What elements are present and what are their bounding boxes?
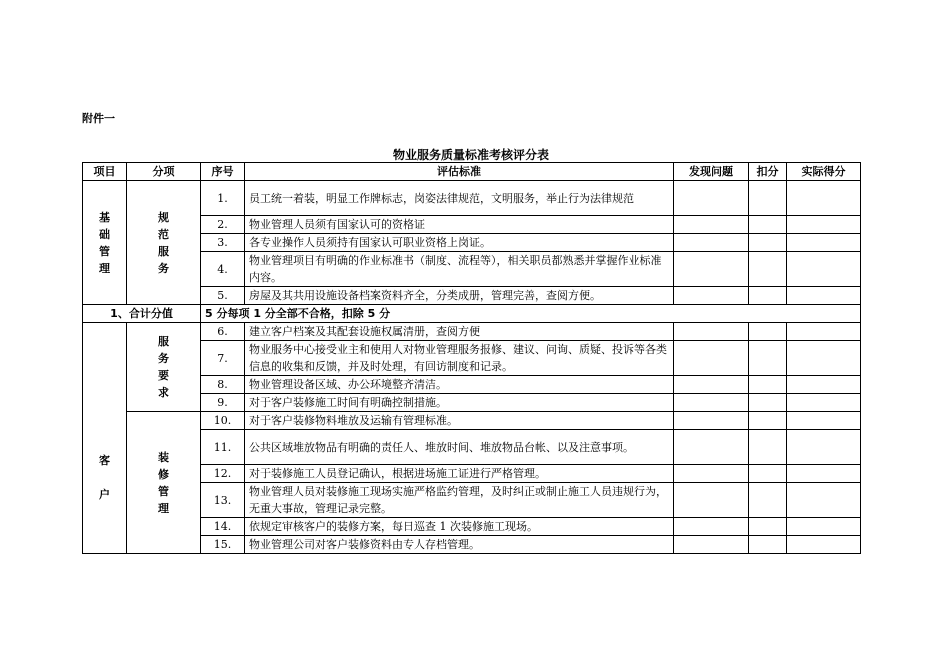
seq-cell: 4. <box>201 252 245 287</box>
sub-cell-renovation-management: 装 修 管 理 <box>127 412 201 554</box>
criteria-cell: 物业管理人员须有国家认可的资格证 <box>245 216 674 234</box>
header-deduct: 扣分 <box>749 163 787 181</box>
header-row <box>83 163 861 181</box>
issues-cell[interactable] <box>674 234 749 252</box>
deduct-cell[interactable] <box>749 483 787 518</box>
score-cell[interactable] <box>787 216 861 234</box>
criteria-cell: 依规定审核客户的装修方案，每日巡查 1 次装修施工现场。 <box>245 518 674 536</box>
issues-cell[interactable] <box>674 483 749 518</box>
score-cell[interactable] <box>787 323 861 341</box>
score-cell[interactable] <box>787 287 861 305</box>
seq-cell: 2. <box>201 216 245 234</box>
header-issues: 发现问题 <box>674 163 749 181</box>
summary-label: 1、合计分值 <box>83 305 201 323</box>
seq-cell: 15. <box>201 536 245 554</box>
header-criteria: 评估标准 <box>245 163 674 181</box>
issues-cell[interactable] <box>674 376 749 394</box>
criteria-cell: 建立客户档案及其配套设施权属清册，查阅方便 <box>245 323 674 341</box>
seq-cell: 8. <box>201 376 245 394</box>
issues-cell[interactable] <box>674 252 749 287</box>
issues-cell[interactable] <box>674 216 749 234</box>
criteria-cell: 房屋及其共用设施设备档案资料齐全，分类成册，管理完善，查阅方便。 <box>245 287 674 305</box>
table-row <box>83 323 861 341</box>
project-cell-customer: 客 户 <box>83 323 127 554</box>
issues-cell[interactable] <box>674 287 749 305</box>
summary-value: 5 分每项 1 分全部不合格，扣除 5 分 <box>201 305 861 323</box>
project-cell-basic: 基 础 管 理 <box>83 181 127 305</box>
issues-cell[interactable] <box>674 465 749 483</box>
header-project: 项目 <box>83 163 127 181</box>
score-cell[interactable] <box>787 536 861 554</box>
criteria-cell: 员工统一着装，明显工作牌标志，岗姿法律规范，文明服务，举止行为法律规范 <box>245 181 674 216</box>
deduct-cell[interactable] <box>749 376 787 394</box>
issues-cell[interactable] <box>674 536 749 554</box>
seq-cell: 12. <box>201 465 245 483</box>
criteria-cell: 对于装修施工人员登记确认，根据进场施工证进行严格管理。 <box>245 465 674 483</box>
criteria-cell: 物业管理设备区域、办公环境整齐清洁。 <box>245 376 674 394</box>
header-sub: 分项 <box>127 163 201 181</box>
sub-cell-standard-service: 规 范 服 务 <box>127 181 201 305</box>
seq-cell: 5. <box>201 287 245 305</box>
deduct-cell[interactable] <box>749 181 787 216</box>
deduct-cell[interactable] <box>749 536 787 554</box>
deduct-cell[interactable] <box>749 465 787 483</box>
seq-cell: 6. <box>201 323 245 341</box>
seq-cell: 3. <box>201 234 245 252</box>
table-row <box>83 181 861 216</box>
score-cell[interactable] <box>787 430 861 465</box>
criteria-cell: 物业管理人员对装修施工现场实施严格监约管理，及时纠正或制止施工人员违规行为，无重大事故，管理记录完整。 <box>245 483 674 518</box>
score-cell[interactable] <box>787 518 861 536</box>
score-cell[interactable] <box>787 376 861 394</box>
attachment-label: 附件一 <box>82 112 115 125</box>
score-cell[interactable] <box>787 394 861 412</box>
deduct-cell[interactable] <box>749 234 787 252</box>
header-score: 实际得分 <box>787 163 861 181</box>
criteria-cell: 物业管理项目有明确的作业标准书（制度、流程等），相关职员都熟悉并掌握作业标准内容。 <box>245 252 674 287</box>
deduct-cell[interactable] <box>749 252 787 287</box>
deduct-cell[interactable] <box>749 287 787 305</box>
issues-cell[interactable] <box>674 181 749 216</box>
sub-cell-service-requirements: 服 务 要 求 <box>127 323 201 412</box>
score-cell[interactable] <box>787 483 861 518</box>
seq-cell: 7. <box>201 341 245 376</box>
criteria-cell: 物业管理公司对客户装修资料由专人存档管理。 <box>245 536 674 554</box>
issues-cell[interactable] <box>674 394 749 412</box>
page-title: 物业服务质量标准考核评分表 <box>392 148 549 162</box>
seq-cell: 11. <box>201 430 245 465</box>
criteria-cell: 对于客户装修物料堆放及运输有管理标准。 <box>245 412 674 430</box>
issues-cell[interactable] <box>674 412 749 430</box>
score-cell[interactable] <box>787 341 861 376</box>
issues-cell[interactable] <box>674 341 749 376</box>
issues-cell[interactable] <box>674 518 749 536</box>
criteria-cell: 各专业操作人员须持有国家认可职业资格上岗证。 <box>245 234 674 252</box>
issues-cell[interactable] <box>674 323 749 341</box>
deduct-cell[interactable] <box>749 412 787 430</box>
score-cell[interactable] <box>787 465 861 483</box>
deduct-cell[interactable] <box>749 341 787 376</box>
issues-cell[interactable] <box>674 430 749 465</box>
table-row <box>83 412 861 430</box>
deduct-cell[interactable] <box>749 216 787 234</box>
deduct-cell[interactable] <box>749 323 787 341</box>
summary-row <box>83 305 861 323</box>
seq-cell: 10. <box>201 412 245 430</box>
deduct-cell[interactable] <box>749 430 787 465</box>
header-seq: 序号 <box>201 163 245 181</box>
seq-cell: 9. <box>201 394 245 412</box>
score-cell[interactable] <box>787 234 861 252</box>
evaluation-table <box>82 162 861 554</box>
criteria-cell: 对于客户装修施工时间有明确控制措施。 <box>245 394 674 412</box>
deduct-cell[interactable] <box>749 518 787 536</box>
score-cell[interactable] <box>787 412 861 430</box>
criteria-cell: 物业服务中心接受业主和使用人对物业管理服务报修、建议、问询、质疑、投诉等各类信息的收集和反馈，并及时处理，有回访制度和记录。 <box>245 341 674 376</box>
score-cell[interactable] <box>787 252 861 287</box>
criteria-cell: 公共区域堆放物品有明确的责任人、堆放时间、堆放物品台帐、以及注意事项。 <box>245 430 674 465</box>
seq-cell: 1. <box>201 181 245 216</box>
seq-cell: 14. <box>201 518 245 536</box>
deduct-cell[interactable] <box>749 394 787 412</box>
seq-cell: 13. <box>201 483 245 518</box>
score-cell[interactable] <box>787 181 861 216</box>
